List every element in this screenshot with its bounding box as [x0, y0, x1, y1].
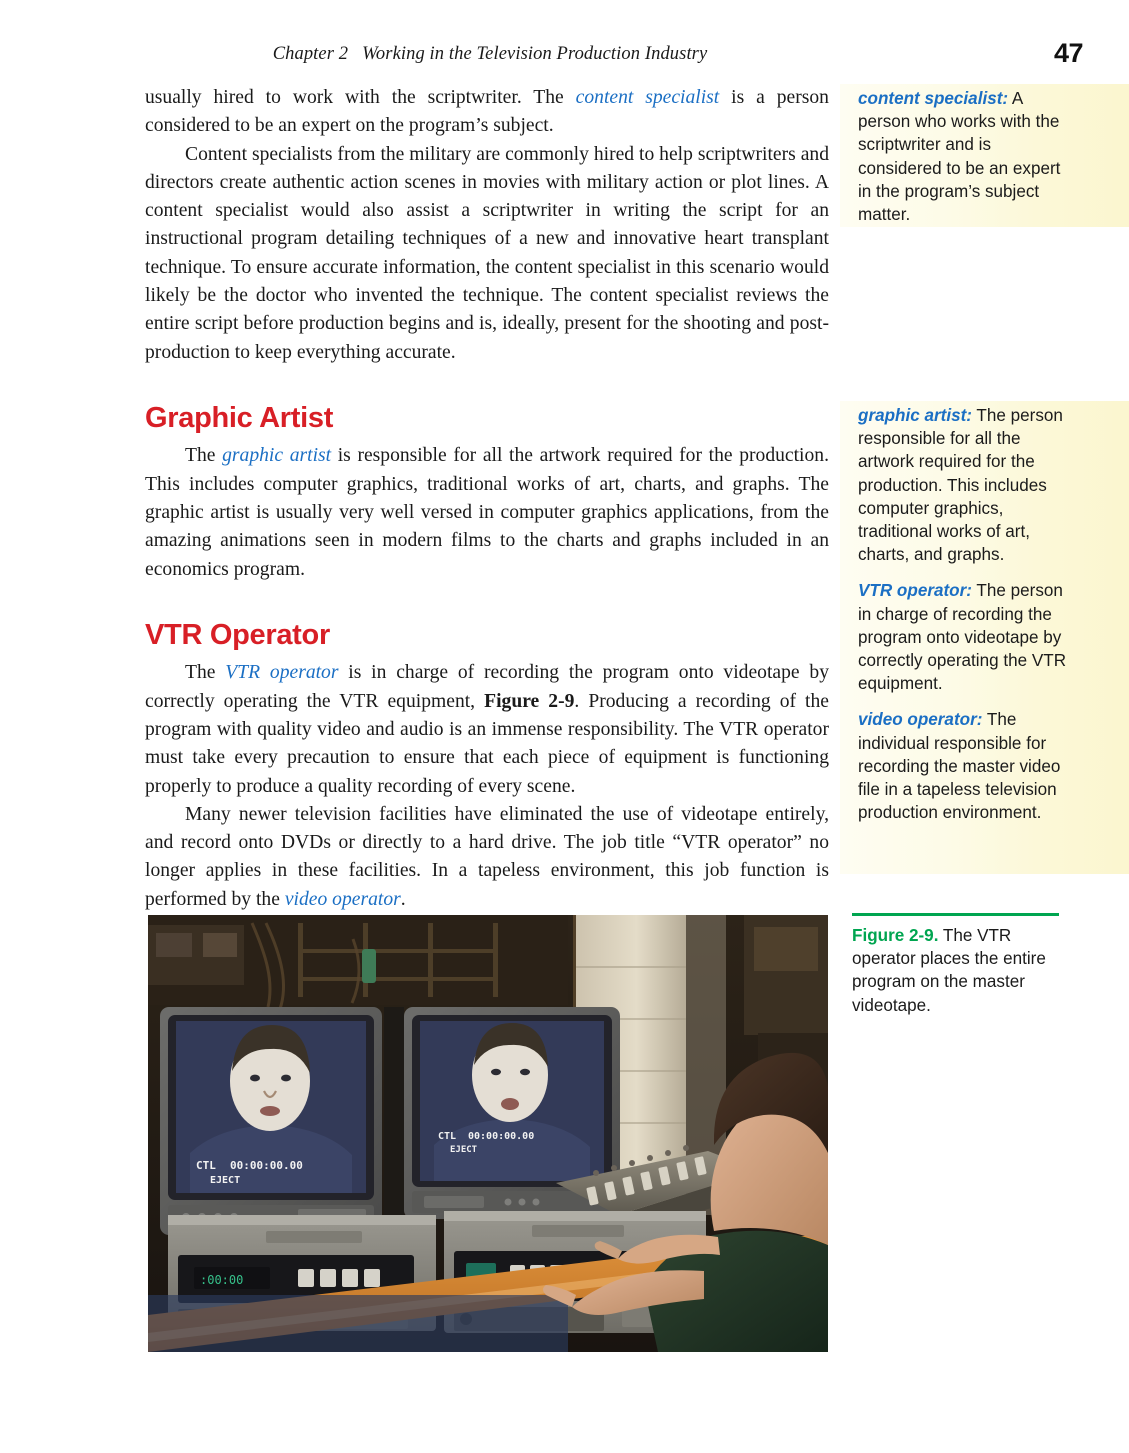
key-term: graphic artist — [222, 445, 332, 467]
glossary-entry — [858, 708, 1068, 824]
key-term: content specialist — [575, 87, 720, 108]
glossary-definition: A person who works with the scriptwriter and is considered to be an expert in the program’s subject matter. — [858, 89, 1061, 225]
glossary-entry — [858, 404, 1068, 566]
figure-number: Figure 2-9. — [852, 926, 939, 945]
glossary-term: content specialist: — [858, 89, 1009, 108]
paragraph: Content specialists from the military are commonly hired to help scriptwriters and directors create authentic action scenes in movies with military action or plot lines. A content specialist would also assist a scriptwriter in writing the script for an instructional program detailing techniques of a new and innovative heart transplant technique. To ensure accurate information, the content specialist in this scenario would likely be the doctor who invented the technique. The content specialist reviews the entire script before production begins and is, ideally, present for the shooting and post-production to keep everything accurate. — [145, 143, 829, 363]
key-term: VTR operator — [225, 662, 339, 684]
figure-caption-rule — [852, 913, 1059, 916]
main-text-column — [145, 84, 829, 914]
paragraph: The graphic artist is responsible for all the artwork required for the production. This includes computer graphics, traditional works of art, charts, and graphs. The graphic artist is usually very well versed in computer graphics applications, from the amazing animations seen in modern films to the charts and graphs included in an economics program. — [145, 445, 829, 580]
glossary-entry — [858, 579, 1068, 695]
glossary-definition: The person in charge of recording the program onto videotape by correctly operating the VTR equipment. — [858, 581, 1067, 694]
running-head-chapter: Chapter 2 — [272, 44, 349, 64]
glossary-entry — [858, 87, 1068, 226]
paragraph-continued: usually hired to work with the scriptwriter. The content specialist is a person considered to be an expert on the program’s subject. — [145, 87, 829, 137]
svg-text:EJECT: EJECT — [210, 1175, 241, 1186]
paragraph: Many newer television facilities have eliminated the use of videotape entirely, and record onto DVDs or directly to a hard drive. The job title “VTR operator” no longer applies in these facilities. In a tapeless environment, this job function is performed by the video operator. — [145, 803, 829, 910]
glossary-group-bottom — [858, 404, 1068, 824]
svg-text:00:00:00.00: 00:00:00.00 — [230, 1159, 303, 1172]
running-head-title: Working in the Television Production Industry — [362, 44, 708, 64]
photo-illustration — [148, 915, 828, 1352]
paragraph: The VTR operator is in charge of recording the program onto videotape by correctly operating the VTR equipment, Figure 2-9. Producing a recording of the program with quality video and audio is an immense responsibility. The VTR operator must take every precaution to ensure that each piece of equipment is functioning properly to produce a quality recording of every scene. — [145, 662, 829, 797]
glossary-definition: The person responsible for all the artwork required for the production. This includes computer graphics, traditional works of art, charts, and graphs. — [858, 406, 1063, 565]
svg-text:00:00:00.00: 00:00:00.00 — [468, 1131, 535, 1142]
section-heading-vtr-operator: VTR Operator — [145, 618, 330, 651]
page-number: 47 — [1053, 38, 1083, 68]
spacer — [145, 367, 829, 403]
spacer — [145, 650, 829, 659]
glossary-group-top — [858, 87, 1068, 226]
spacer — [145, 584, 829, 620]
glossary-term: graphic artist: — [858, 406, 972, 425]
svg-text:CTL: CTL — [196, 1159, 216, 1172]
key-term: video operator — [284, 888, 401, 910]
figure-caption-text: The VTR operator places the entire program on the master videotape. — [852, 926, 1046, 1015]
svg-text:EJECT: EJECT — [450, 1145, 478, 1155]
glossary-definition: The individual responsible for recording the master video file in a tapeless television production environment. — [858, 710, 1061, 823]
spacer — [145, 433, 829, 442]
glossary-term: video operator: — [858, 710, 983, 730]
svg-text::00:00: :00:00 — [200, 1273, 244, 1287]
figure-caption — [852, 924, 1066, 1017]
figure-photo — [148, 915, 828, 1352]
running-head — [140, 44, 840, 65]
crt-monitor-left — [160, 1007, 382, 1235]
section-heading-graphic-artist: Graphic Artist — [145, 401, 334, 434]
glossary-term: VTR operator: — [858, 581, 972, 601]
emphasis: Figure 2-9 — [484, 690, 575, 712]
svg-text:CTL: CTL — [438, 1131, 457, 1142]
